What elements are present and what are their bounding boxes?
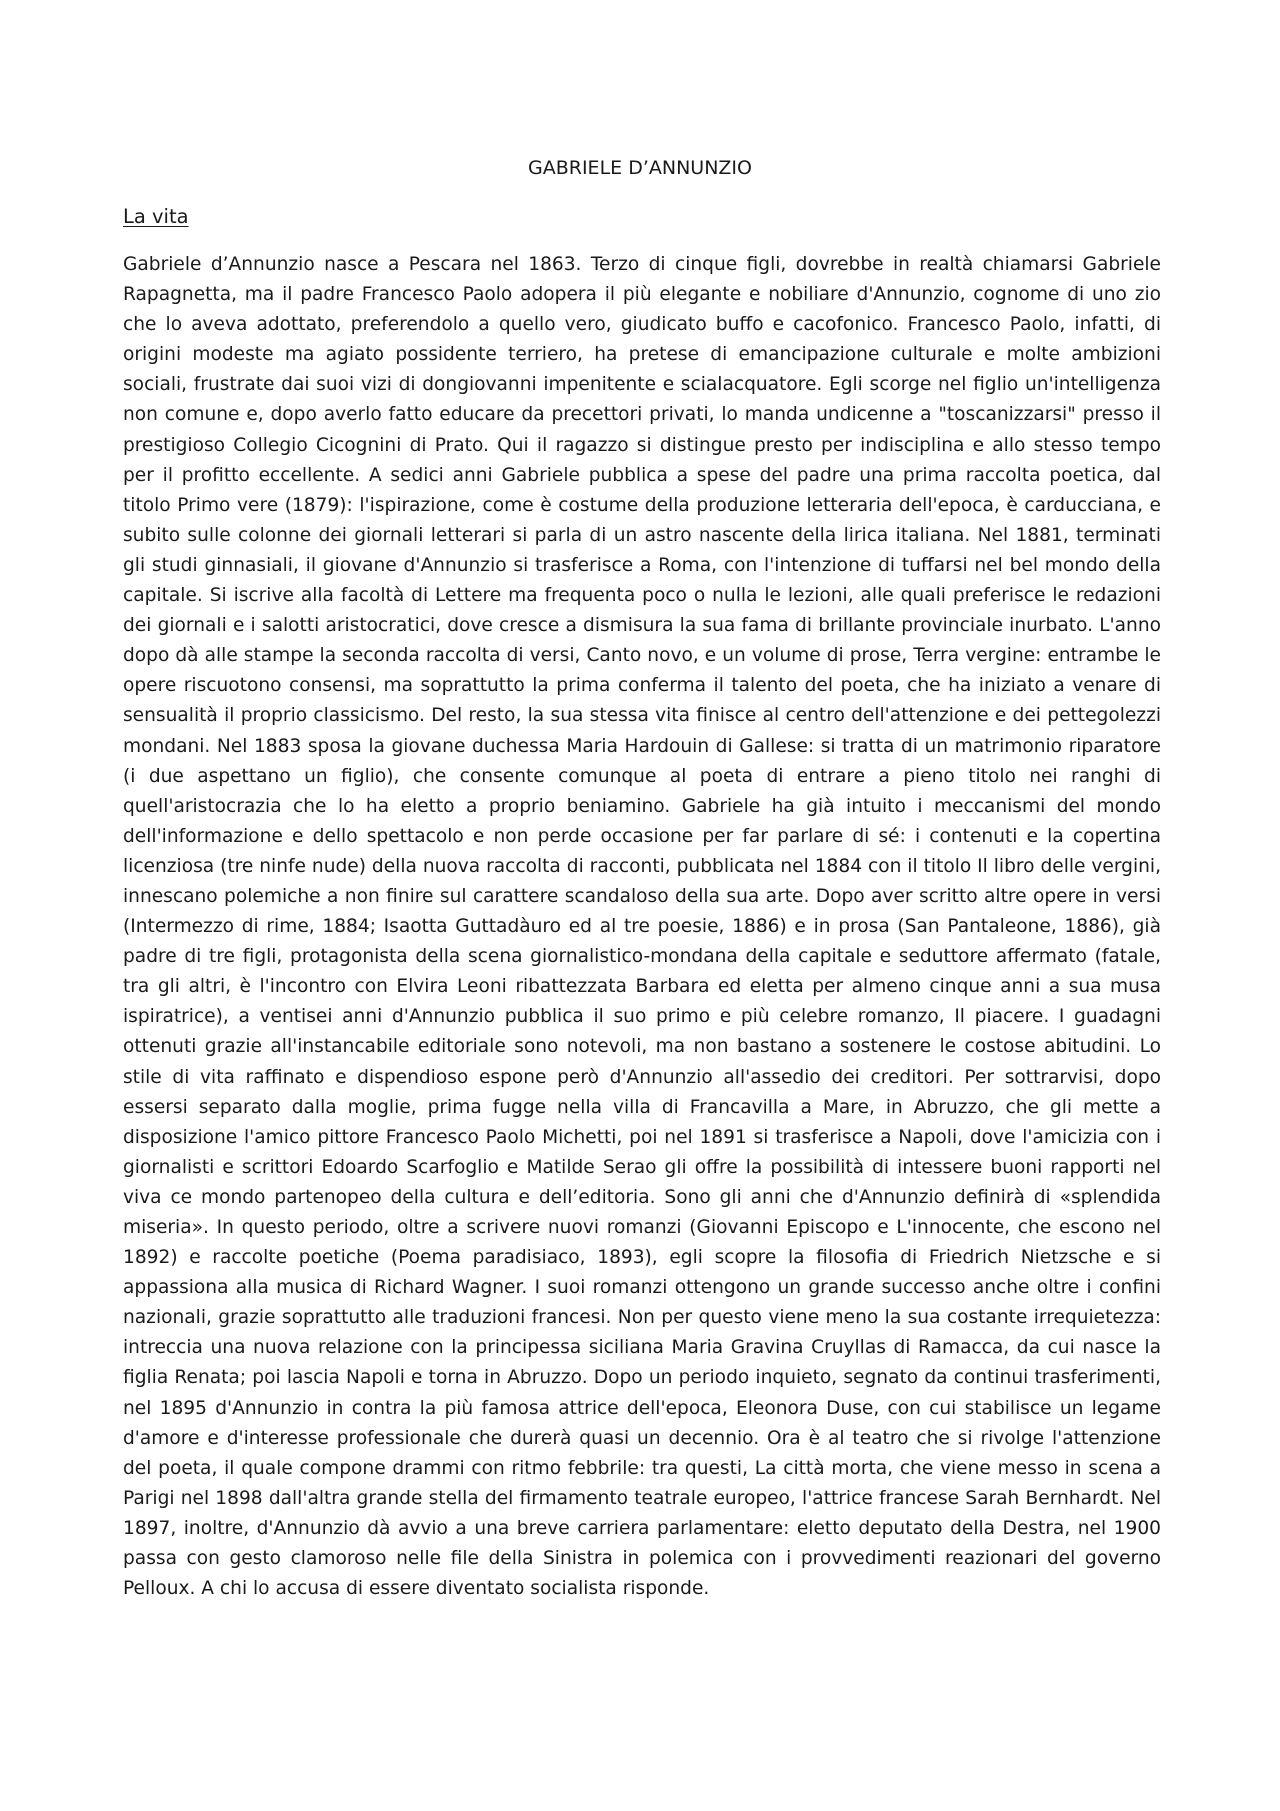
- document-title: GABRIELE D’ANNUNZIO: [528, 157, 752, 179]
- section-heading: La vita: [123, 205, 189, 228]
- body-paragraph: Gabriele d’Annunzio nasce a Pescara nel 1863. Terzo di cinque figli, dovrebbe in realtà chiamarsi Gabriele Rapagnetta, ma il padre Francesco Paolo adopera il più elegante e nobiliare d'Annunzio, cognome di uno zio che lo aveva adottato, preferendolo a quello vero, giudicato buffo e cacofonico. Francesco Paolo, infatti, di origini modeste ma agiato possidente terriero, ha pretese di emancipazione culturale e molte ambizioni sociali, frustrate dai suoi vizi di dongiovanni impenitente e scialacquatore. Egli scorge nel figlio un'intelligenza non comune e, dopo averlo fatto educare da precettori privati, lo manda undicenne a "toscanizzarsi" presso il prestigioso Collegio Cicognini di Prato. Qui il ragazzo si distingue presto per indisciplina e allo stesso tempo per il profitto eccellente. A sedici anni Gabriele pubblica a spese del padre una prima raccolta poetica, dal titolo Primo vere (1879): l'ispirazione, come è costume della produzione letteraria dell'epoca, è carducciana, e subito sulle colonne dei giornali letterari si parla di un astro nascente della lirica italiana. Nel 1881, terminati gli studi ginnasiali, il giovane d'Annunzio si trasferisce a Roma, con l'intenzione di tuffarsi nel bel mondo della capitale. Si iscrive alla facoltà di Lettere ma frequenta poco o nulla le lezioni, alle quali preferisce le redazioni dei giornali e i salotti aristocratici, dove cresce a dismisura la sua fama di brillante provinciale inurbato. L'anno dopo dà alle stampe la seconda raccolta di versi, Canto novo, e un volume di prose, Terra vergine: entrambe le opere riscuotono consensi, ma soprattutto la prima conferma il talento del poeta, che ha iniziato a venare di sensualità il proprio classicismo. Del resto, la sua stessa vita finisce al centro dell'attenzione e dei pettegolezzi mondani. Nel 1883 sposa la giovane duchessa Maria Hardouin di Gallese: si tratta di un matrimonio riparatore (i due aspettano un figlio), che consente comunque al poeta di entrare a pieno titolo nei ranghi di quell'aristocrazia che lo ha eletto a proprio beniamino. Gabriele ha già intuito i meccanismi del mondo dell'informazione e dello spettacolo e non perde occasione per far parlare di sé: i contenuti e la copertina licenziosa (tre ninfe nude) della nuova raccolta di racconti, pubblicata nel 1884 con il titolo Il libro delle vergini, innescano polemiche a non finire sul carattere scandaloso della sua arte. Dopo aver scritto altre opere in versi (Intermezzo di rime, 1884; Isaotta Guttadàuro ed al tre poesie, 1886) e in prosa (San Pantaleone, 1886), già padre di tre figli, protagonista della scena giornalistico-mondana della capitale e seduttore affermato (fatale, tra gli altri, è l'incontro con Elvira Leoni ribattezzata Barbara ed eletta per almeno cinque anni a sua musa ispiratrice), a ventisei anni d'Annunzio pubblica il suo primo e più celebre romanzo, Il piacere. I guadagni ottenuti grazie all'instancabile editoriale sono notevoli, ma non bastano a sostenere le costose abitudini. Lo stile di vita raffinato e dispendioso espone però d'Annunzio all'assedio dei creditori. Per sottrarvisi, dopo essersi separato dalla moglie, prima fugge nella villa di Francavilla a Mare, in Abruzzo, che gli mette a disposizione l'amico pittore Francesco Paolo Michetti, poi nel 1891 si trasferisce a Napoli, dove l'amicizia con i giornalisti e scrittori Edoardo Scarfoglio e Matilde Serao gli offre la possibilità di intessere buoni rapporti nel viva ce mondo partenopeo della cultura e dell’editoria. Sono gli anni che d'Annunzio definirà di «splendida miseria». In questo periodo, oltre a scrivere nuovi romanzi (Giovanni Episcopo e L'innocente, che escono nel 1892) e raccolte poetiche (Poema paradisiaco, 1893), egli scopre la filosofia di Friedrich Nietzsche e si appassiona alla musica di Richard Wagner. I suoi romanzi ottengono un grande successo anche oltre i confini nazionali, grazie soprattutto alle traduzioni francesi. Non per questo viene meno la sua costante irrequietezza: intreccia una nuova relazione con la principessa siciliana Maria Gravina Cruyllas di Ramacca, da cui nasce la figlia Renata; poi lascia Napoli e torna in Abruzzo. Dopo un periodo inquieto, segnato da continui trasferimenti, nel 1895 d'Annunzio in contra la più famosa attrice dell'epoca, Eleonora Duse, con cui stabilisce un legame d'amore e d'interesse professionale che durerà quasi un decennio. Ora è al teatro che si rivolge l'attenzione del poeta, il quale compone drammi con ritmo febbrile: tra questi, La città morta, che viene messo in scena a Parigi nel 1898 dall'altra grande stella del firmamento teatrale europeo, l'attrice francese Sarah Bernhardt. Nel 1897, inoltre, d'Annunzio dà avvio a una breve carriera parlamentare: eletto deputato della Destra, nel 1900 passa con gesto clamoroso nelle file della Sinistra in polemica con i provvedimenti reazionari del governo Pelloux. A chi lo accusa di essere diventato socialista risponde.: [123, 254, 1161, 1600]
